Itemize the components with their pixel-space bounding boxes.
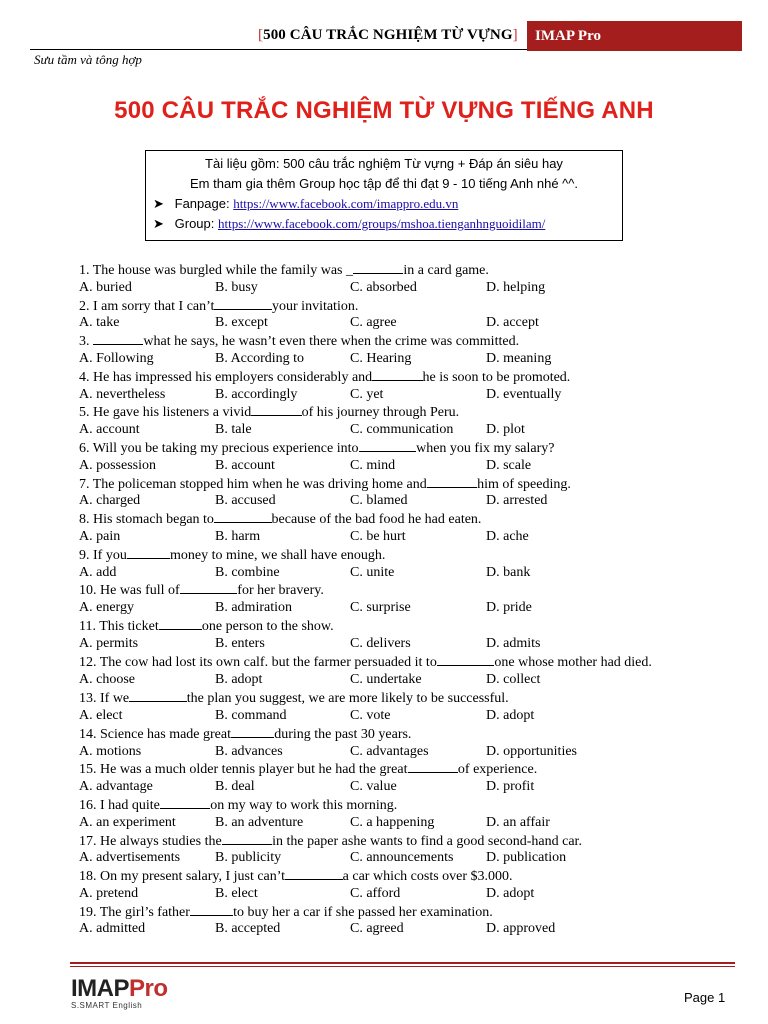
question-stem: 12. The cow had lost its own calf. but the farmer persuaded it to (79, 654, 437, 670)
answer-option[interactable]: A. pretend (79, 885, 139, 901)
answer-blank (408, 760, 458, 773)
options-row (79, 814, 699, 832)
answer-option[interactable]: D. meaning (486, 350, 552, 366)
answer-option[interactable]: B. command (215, 707, 287, 723)
answer-blank (251, 403, 301, 416)
question-stem-end: during the past 30 years. (274, 726, 412, 742)
answer-blank (214, 510, 272, 523)
question-stem-end: for her bravery. (237, 583, 324, 599)
question-text (79, 475, 699, 493)
question-stem: 4. He has impressed his employers considerably and (79, 369, 373, 385)
answer-option[interactable]: D. admits (486, 635, 541, 651)
answer-blank (222, 832, 272, 845)
question-stem-end: your invitation. (272, 298, 359, 314)
answer-option[interactable]: B. advances (215, 743, 283, 759)
answer-option[interactable]: B. combine (215, 564, 280, 580)
question-stem: 14. Science has made great (79, 726, 231, 742)
question-stem-end: on my way to work this morning. (210, 797, 398, 813)
question-stem: 17. He always studies the (79, 833, 222, 849)
info-line-2: Em tham gia thêm Group học tập để thi đạt 9 - 10 tiếng Anh nhé ^^. (190, 176, 578, 191)
question-text (79, 368, 699, 386)
answer-blank (159, 617, 202, 630)
group-row (146, 214, 622, 234)
answer-option[interactable]: C. a happening (350, 814, 435, 830)
question-stem: 2. I am sorry that I can’t (79, 298, 215, 314)
answer-blank (129, 689, 187, 702)
options-row (79, 421, 699, 439)
question-text (79, 689, 699, 707)
answer-option[interactable]: C. vote (350, 707, 391, 723)
options-row (79, 492, 699, 510)
question-stem-end: he is soon to be promoted. (422, 369, 571, 385)
question-stem-end: because of the bad food he had eaten. (271, 512, 482, 528)
question-stem: 15. He was a much older tennis player but he had the great (79, 762, 408, 778)
footer-rule (70, 962, 735, 964)
answer-option[interactable]: A. an experiment (79, 814, 176, 830)
answer-option[interactable]: D. eventually (486, 386, 562, 402)
answer-option[interactable]: B. accused (215, 493, 276, 509)
question-stem: 1. The house was burgled while the family was _ (79, 263, 353, 278)
answer-option[interactable]: B. enters (215, 635, 265, 651)
answer-option[interactable]: C. blamed (350, 493, 408, 509)
answer-blank (160, 796, 210, 809)
answer-option[interactable]: B. tale (215, 422, 252, 438)
question-text (79, 403, 699, 421)
answer-blank (359, 439, 417, 452)
answer-option[interactable]: D. approved (486, 921, 556, 937)
answer-option[interactable]: D. bank (486, 564, 531, 580)
question-stem: 6. Will you be taking my precious experience into (79, 440, 359, 456)
answer-option[interactable]: C. mind (350, 457, 396, 473)
fanpage-label: Fanpage: (174, 196, 230, 211)
answer-option[interactable]: D. scale (486, 457, 532, 473)
options-row (79, 350, 699, 368)
answer-option[interactable]: B. According to (215, 350, 305, 366)
fanpage-row (146, 194, 622, 214)
subtitle: Sưu tầm và tông hợp (34, 52, 142, 67)
question-stem-end: money to mine, we shall have enough. (170, 547, 386, 563)
answer-option[interactable]: D. helping (486, 279, 546, 295)
answer-blank (353, 261, 403, 274)
question-stem-end: the plan you suggest, we are more likely to be successful. (186, 691, 509, 707)
options-row (79, 635, 699, 653)
question-stem-end: when you fix my salary? (416, 440, 555, 456)
question-text (79, 261, 699, 279)
answer-option[interactable]: C. undertake (350, 672, 422, 688)
answer-option[interactable]: A. nevertheless (79, 386, 166, 402)
question-text (79, 439, 699, 457)
logo-tagline: S.SMART English (71, 1001, 143, 1010)
question-stem-end: to buy her a car if she passed her examination. (233, 904, 493, 920)
answer-option[interactable]: C. delivers (350, 635, 411, 651)
question-stem: 19. The girl’s father (79, 904, 190, 920)
question-text (79, 867, 699, 885)
question-stem: 7. The policeman stopped him when he was driving home and (79, 476, 427, 492)
options-row (79, 778, 699, 796)
question-stem-end: of experience. (457, 762, 538, 778)
question-stem: 16. I had quite (79, 797, 160, 813)
answer-option[interactable]: D. arrested (486, 493, 548, 509)
answer-option[interactable]: D. ache (486, 528, 529, 544)
answer-option[interactable]: D. an affair (486, 814, 550, 830)
answer-option[interactable]: C. agreed (350, 921, 404, 937)
header-divider (30, 49, 527, 50)
brand-badge: IMAP Pro (527, 21, 742, 51)
options-row (79, 707, 699, 725)
question-stem: 9. If you (79, 547, 127, 563)
question-stem: 10. He was full of (79, 583, 180, 599)
answer-option[interactable]: C. afford (350, 885, 401, 901)
question-stem-end: of his journey through Peru. (301, 405, 460, 421)
header-title-text: 500 CÂU TRẮC NGHIỆM TỪ VỰNG (263, 27, 513, 43)
question-stem-end: in the paper ashe wants to find a good second-hand car. (272, 833, 582, 849)
question-stem: 11. This ticket (79, 618, 159, 634)
answer-option[interactable]: D. adopt (486, 707, 535, 723)
answer-option[interactable]: A. account (79, 422, 140, 438)
answer-option[interactable]: B. harm (215, 528, 261, 544)
answer-blank (437, 653, 495, 666)
question-text (79, 510, 699, 528)
question-text (79, 546, 699, 564)
answer-option[interactable]: C. agree (350, 315, 397, 331)
answer-option[interactable]: A. Following (79, 350, 154, 366)
options-row (79, 885, 699, 903)
answer-blank (427, 475, 477, 488)
question-stem-end: in a card game. (403, 263, 489, 278)
answer-option[interactable]: D. plot (486, 422, 525, 438)
question-text (79, 617, 699, 635)
answer-option[interactable]: D. publication (486, 850, 567, 866)
question-stem: 8. His stomach began to (79, 512, 214, 528)
question-stem: 18. On my present salary, I just can’t (79, 869, 286, 885)
question-text (79, 725, 699, 743)
question-text (79, 581, 699, 599)
answer-option[interactable]: C. Hearing (350, 350, 412, 366)
question-text (79, 903, 699, 921)
arrow-icon: ➤ (153, 196, 164, 211)
header-title (258, 27, 518, 44)
answer-option[interactable]: C. absorbed (350, 279, 417, 295)
answer-option[interactable]: C. be hurt (350, 528, 406, 544)
answer-blank (285, 867, 343, 880)
options-row (79, 279, 699, 297)
answer-option[interactable]: A. energy (79, 600, 134, 616)
answer-option[interactable]: B. account (215, 457, 275, 473)
question-stem-end: him of speeding. (477, 476, 571, 492)
question-text (79, 653, 699, 672)
imap-logo (71, 975, 168, 1010)
answer-option[interactable]: B. publicity (215, 850, 282, 866)
footer-rule-thin (70, 966, 735, 967)
group-label: Group: (174, 216, 215, 231)
options-row (79, 314, 699, 332)
answer-option[interactable]: B. an adventure (215, 814, 304, 830)
answer-blank (93, 332, 143, 345)
question-stem: 3. (79, 334, 93, 350)
options-row (79, 671, 699, 689)
options-row (79, 743, 699, 761)
question-text (79, 760, 699, 778)
page-title: 500 CÂU TRẮC NGHIỆM TỪ VỰNG TIẾNG ANH (114, 97, 654, 124)
question-list (79, 261, 699, 938)
bracket-close: ] (512, 27, 518, 43)
answer-option[interactable]: A. add (79, 564, 117, 580)
answer-blank (127, 546, 170, 559)
question-stem-end: a car which costs over $3.000. (342, 869, 513, 885)
answer-option[interactable]: D. accept (486, 315, 539, 331)
options-row (79, 849, 699, 867)
question-text (79, 332, 699, 350)
answer-option[interactable]: A. possession (79, 457, 157, 473)
question-stem: 13. If we (79, 691, 130, 707)
options-row (79, 920, 699, 938)
arrow-icon: ➤ (153, 216, 164, 231)
answer-blank (180, 581, 238, 594)
answer-option[interactable]: B. adopt (215, 672, 263, 688)
answer-option[interactable]: A. elect (79, 707, 123, 723)
answer-option[interactable]: B. admiration (215, 600, 292, 616)
answer-option[interactable]: A. advertisements (79, 850, 181, 866)
options-row (79, 599, 699, 617)
answer-option[interactable]: C. advantages (350, 743, 429, 759)
answer-option[interactable]: C. value (350, 779, 397, 795)
answer-option[interactable]: B. elect (215, 885, 258, 901)
answer-option[interactable]: A. admitted (79, 921, 146, 937)
page-number: Page 1 (684, 990, 726, 1005)
answer-option[interactable]: D. adopt (486, 885, 535, 901)
answer-option[interactable]: D. opportunities (486, 743, 577, 759)
answer-blank (214, 297, 272, 310)
answer-option[interactable]: A. choose (79, 672, 135, 688)
answer-option[interactable]: D. pride (486, 600, 532, 616)
answer-option[interactable]: D. collect (486, 672, 541, 688)
answer-option[interactable]: A. pain (79, 528, 121, 544)
answer-option[interactable]: C. communication (350, 422, 454, 438)
options-row (79, 528, 699, 546)
question-text (79, 832, 699, 850)
answer-option[interactable]: A. permits (79, 635, 139, 651)
question-stem-end: what he says, he wasn’t even there when the crime was committed. (143, 334, 520, 350)
answer-option[interactable]: B. accordingly (215, 386, 298, 402)
options-row (79, 386, 699, 404)
answer-option[interactable]: C. surprise (350, 600, 411, 616)
question-stem-end: one person to the show. (201, 618, 334, 634)
info-line-1: Tài liệu gồm: 500 câu trắc nghiệm Từ vựng + Đáp án siêu hay (205, 156, 563, 171)
answer-option[interactable]: D. profit (486, 779, 535, 795)
answer-blank (190, 903, 233, 916)
question-text (79, 297, 699, 315)
answer-option[interactable]: B. deal (215, 779, 255, 795)
options-row (79, 457, 699, 475)
fanpage-link[interactable]: https://www.facebook.com/imappro.edu.vn (233, 196, 459, 211)
answer-option[interactable]: A. buried (79, 279, 132, 295)
answer-option[interactable]: A. motions (79, 743, 142, 759)
group-link[interactable]: https://www.facebook.com/groups/mshoa.tienganhnguoidilam/ (218, 216, 546, 231)
answer-option[interactable]: B. busy (215, 279, 258, 295)
bracket-open: [ (258, 27, 264, 43)
logo-accent: Pro (129, 975, 168, 1002)
answer-option[interactable]: A. charged (79, 493, 141, 509)
answer-option[interactable]: C. announcements (350, 850, 454, 866)
answer-option[interactable]: A. take (79, 315, 120, 331)
answer-option[interactable]: A. advantage (79, 779, 153, 795)
logo-main: IMAP (71, 975, 129, 1002)
answer-option[interactable]: C. unite (350, 564, 395, 580)
question-stem-end: one whose mother had died. (494, 654, 652, 670)
options-row (79, 564, 699, 582)
answer-blank (372, 368, 422, 381)
answer-blank (231, 725, 274, 738)
info-box (145, 150, 623, 241)
answer-option[interactable]: B. except (215, 315, 268, 331)
answer-option[interactable]: B. accepted (215, 921, 281, 937)
question-text (79, 796, 699, 814)
answer-option[interactable]: C. yet (350, 386, 384, 402)
question-stem: 5. He gave his listeners a vivid (79, 405, 252, 421)
